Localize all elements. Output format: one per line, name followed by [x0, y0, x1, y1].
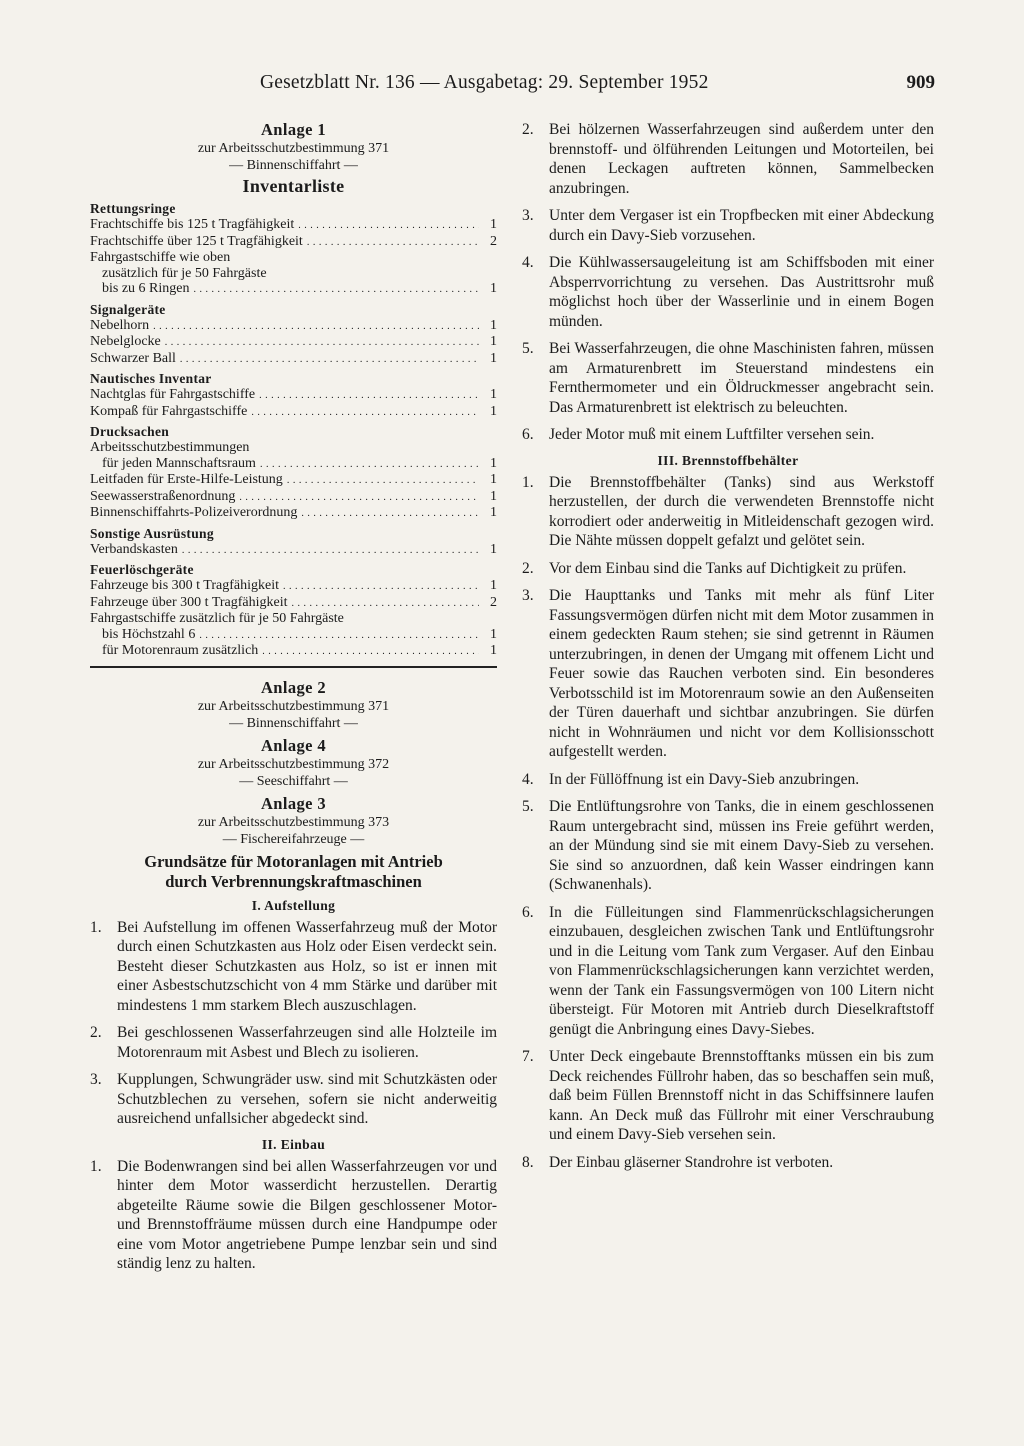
page-header [90, 72, 935, 98]
anlage4-line2: — Seeschiffahrt — [239, 773, 348, 789]
inventory-item: Nebelhorn [90, 317, 150, 333]
anlage1-line2: — Binnenschiffahrt — [229, 158, 358, 173]
list-item [522, 1047, 934, 1145]
inventory-qty: 1 [490, 455, 497, 471]
list-item [522, 253, 934, 331]
anlage3-block [90, 794, 497, 892]
inventory-item: Binnenschiffahrts-Polizeiverordnung [90, 505, 298, 520]
anlage2-line1: zur Arbeitsschutzbestimmung 371 [197, 698, 390, 714]
inventory-item: Fahrzeuge bis 300 t Tragfähigkeit [90, 578, 279, 593]
item-number: 4. [522, 254, 534, 271]
item-number: 5. [522, 798, 534, 815]
item-text: Jeder Motor muß mit einem Luftfilter versehen sein. [549, 426, 875, 443]
left-column [90, 120, 497, 1282]
inventory-item: Nachtglas für Fahrgastschiffe [90, 387, 256, 402]
item-number: 8. [522, 1153, 534, 1171]
inventory-qty: 1 [490, 387, 497, 402]
section-title: III. Brennstoffbehälter [657, 452, 799, 468]
anlage2-block [90, 678, 497, 732]
item-text: In der Füllöffnung ist ein Davy-Sieb anzubringen. [549, 770, 860, 788]
item-number: 6. [522, 903, 534, 921]
inventory-qty: 1 [490, 217, 497, 232]
list-item [522, 770, 934, 790]
anlage3-line2: — Fischereifahrzeuge — [222, 831, 365, 847]
list-item [90, 1157, 497, 1274]
inventory-qty: 1 [490, 578, 497, 593]
inventory-qty: 1 [490, 350, 497, 366]
item-number: 3. [90, 1071, 102, 1088]
inventory-item: Frachtschiffe über 125 t Tragfähigkeit [90, 233, 303, 249]
list-item [522, 903, 934, 1040]
anlage4-line1: zur Arbeitsschutzbestimmung 372 [197, 756, 390, 772]
item-text: Die Kühlwassersaugeleitung ist am Schiffsboden mit einer Absperrvorrichtung zu versehen. Das Austrittsrohr muß möglichst hoch über der Wasserlinie und in einem Bogen münden. [549, 254, 934, 330]
inventory-item: für jeden Mannschaftsraum [102, 455, 256, 471]
gazette-title: Gesetzblatt Nr. 136 — Ausgabetag: 29. September 1952 [260, 72, 709, 93]
inventory-qty: 1 [490, 626, 497, 642]
anlage1-title: Anlage 1 [260, 120, 327, 139]
item-text: Der Einbau gläserner Standrohre ist verboten. [549, 1153, 834, 1171]
inventory-item: Kompaß für Fahrgastschiffe [90, 403, 248, 419]
inventory-row [90, 611, 497, 627]
inventory-qty: 1 [490, 281, 497, 296]
section-divider [90, 666, 497, 668]
inventory-row [90, 595, 497, 612]
list-item [522, 559, 934, 579]
category-title: Signalgeräte [90, 301, 166, 317]
inventory-row [90, 542, 497, 559]
item-number: 2. [90, 1024, 102, 1041]
item-text: Die Haupttanks und Tanks mit mehr als fünf Liter Fassungsvermögen dürfen nicht mit dem Motor zusammen in einem gedeckten Raum stehen; sie sind getrennt in Räumen unterzubringen, in denen der Umgang mit offenem Licht und Feuer sowie das Rauchen verboten sind. Ein besonderes Verbotsschild ist im Motorenraum sowie an den Außenseiten der Türen dauerhaft und sichtbar anzubringen. Sie dürfen nicht in Wohnräumen und nicht vor dem Kollisionsschott aufgestellt werden. [549, 587, 934, 760]
list-item [522, 206, 934, 245]
category-title: Rettungsringe [90, 201, 176, 216]
inventory-item: bis Höchstzahl 6 [102, 626, 196, 642]
motor-heading-line2: durch Verbrennungskraftmaschinen [165, 871, 422, 891]
inventory-item: Seewasserstraßenordnung [90, 488, 236, 504]
item-text: Bei Wasserfahrzeugen, die ohne Maschinisten fahren, müssen am Armaturenbrett im Steuerstand mindestens ein Fernthermometer und ein Öldruckmesser angebracht sein. Das Armaturenbrett ist elektrisch zu beleuchten. [549, 340, 934, 416]
inventory-qty: 1 [490, 643, 497, 658]
inventory-item: Arbeitsschutzbestimmungen [90, 440, 250, 455]
list-item [90, 1023, 497, 1062]
inventory-row [90, 456, 497, 473]
inventory-item: Fahrgastschiffe wie oben [90, 250, 231, 265]
item-number: 1. [522, 473, 534, 491]
inventory-row [90, 334, 497, 351]
anlage4-block [90, 736, 497, 790]
inventory-row [90, 351, 497, 368]
page-number: 909 [906, 72, 935, 93]
inventory-qty: 1 [490, 334, 497, 349]
category-title: Sonstige Ausrüstung [90, 525, 214, 541]
inventory-item: Schwarzer Ball [90, 350, 176, 366]
inventory-qty: 1 [490, 488, 497, 504]
anlage1-block [90, 120, 497, 197]
inventory-item: Nebelglocke [90, 334, 161, 349]
anlage2-title: Anlage 2 [260, 677, 327, 697]
category-title: Nautisches Inventar [90, 371, 212, 386]
inventory-item: bis zu 6 Ringen [102, 281, 190, 296]
inventory-row [90, 643, 497, 660]
section-title: II. Einbau [261, 1136, 326, 1152]
item-text: Kupplungen, Schwungräder usw. sind mit Schutzkästen oder Schutzblechen zu versehen, sofern sie nicht anderweitig ausreichend unfallsicher abgedeckt sind. [117, 1071, 497, 1127]
anlage2-line2: — Binnenschiffahrt — [229, 715, 358, 731]
item-number: 3. [522, 207, 534, 224]
list-item [522, 586, 934, 762]
inventory-item: Fahrgastschiffe zusätzlich für je 50 Fahrgäste [90, 611, 344, 626]
item-number: 2. [522, 559, 534, 577]
anlage4-title: Anlage 4 [260, 735, 327, 755]
inventory-qty: 1 [490, 541, 497, 557]
item-text: Bei Aufstellung im offenen Wasserfahrzeug muß der Motor durch einen Schutzkasten aus Holz oder Eisen verdeckt sein. Besteht dieser Schutzkasten aus Holz, so ist er innen mit einer Asbestschutzschicht von 4 mm Stärke und darüber mit mindestens 1 mm starkem Blech auszuschlagen. [117, 918, 497, 1014]
inventory-row [90, 404, 497, 421]
item-text: Unter Deck eingebaute Brennstofftanks müssen ein bis zum Deck reichendes Füllrohr haben, das so beschaffen sein muß, daß beim Füllen Brennstoff nicht in das Schiffsinnere laufen kann. An Deck muß das Füllrohr mit einer Verschraubung und einem Davy-Sieb versehen sein. [549, 1048, 934, 1143]
inventory-heading: Inventarliste [242, 176, 345, 196]
item-number: 4. [522, 770, 534, 788]
list-item [522, 339, 934, 417]
list-item [522, 1153, 934, 1173]
item-number: 5. [522, 340, 534, 357]
category-title: Feuerlöschgeräte [90, 562, 194, 577]
anlage1-line1: zur Arbeitsschutzbestimmung 371 [197, 141, 390, 156]
inventory-qty: 1 [490, 505, 497, 520]
inventory-row [90, 472, 497, 489]
inventory-qty: 1 [490, 472, 497, 487]
item-text: In die Fülleitungen sind Flammenrückschlagsicherungen einzubauen, desgleichen zwischen Tank und Entlüftungsrohr und in die Leitung vom Tank zum Vergaser. Auf den Einbau von Flammenrückschlagsicherungen kann verzichtet werden, wenn der Tank ein Fassungsvermögen von 100 Litern nicht übersteigt. Für Motoren mit Antrieb durch Dieselkraftstoff genügt die Anbringung eines Davy-Siebes. [549, 903, 934, 1038]
list-item [90, 918, 497, 1016]
list-item [522, 120, 934, 198]
inventory-item: Fahrzeuge über 300 t Tragfähigkeit [90, 594, 288, 610]
inventory-item: Verbandskasten [90, 541, 178, 557]
inventory-row [90, 234, 497, 251]
item-text: Bei hölzernen Wasserfahrzeugen sind außerdem unter den brennstoff- und ölführenden Leitungen und Motorteilen, bei denen Leckagen auftreten können, Sammelbecken anzubringen. [549, 121, 934, 197]
anlage3-title: Anlage 3 [260, 793, 327, 813]
item-number: 1. [90, 918, 102, 936]
inventory-row [90, 627, 497, 644]
motor-heading-line1: Grundsätze für Motoranlagen mit Antrieb [144, 851, 443, 871]
list-item [522, 425, 934, 445]
inventory-qty: 2 [490, 594, 497, 610]
inventory-row [90, 440, 497, 456]
list-item [90, 1070, 497, 1129]
list-item [522, 797, 934, 895]
item-number: 2. [522, 121, 534, 138]
item-number: 7. [522, 1048, 534, 1065]
item-text: Unter dem Vergaser ist ein Tropfbecken mit einer Abdeckung durch ein Davy-Sieb vorzusehen. [549, 207, 934, 244]
item-text: Die Bodenwrangen sind bei allen Wasserfahrzeugen vor und hinter dem Motor wasserdicht herzustellen. Derartig abgeteilte Räume sowie die Bilgen geschlossener Motor- und Brennstoffräume müssen durch eine Handpumpe oder eine vom Motor angetriebene Pumpe lenzbar sein und sind ständig lenz zu halten. [117, 1157, 497, 1272]
inventory-row [90, 505, 497, 522]
item-text: Bei geschlossenen Wasserfahrzeugen sind alle Holzteile im Motorenraum mit Asbest und Blech zu isolieren. [117, 1024, 497, 1061]
right-column [522, 120, 934, 1180]
inventory-row [90, 250, 497, 266]
category-title: Drucksachen [90, 424, 170, 439]
inventory-row [90, 266, 497, 282]
item-text: Die Entlüftungsrohre von Tanks, die in einem geschlossenen Raum untergebracht sind, müssen ins Freie geführt werden, an der Mündung sind sie mit einem Davy-Sieb zu versehen. Sie sind so anzuordnen, daß kein Wasser eindringen kann (Schwanenhals). [549, 798, 934, 893]
item-number: 3. [522, 587, 534, 604]
inventory-row [90, 387, 497, 404]
inventory-row [90, 578, 497, 595]
inventory-qty: 2 [490, 233, 497, 249]
item-number: 1. [90, 1157, 102, 1175]
item-number: 6. [522, 426, 534, 443]
inventory-item: zusätzlich für je 50 Fahrgäste [102, 265, 267, 281]
inventory-item: für Motorenraum zusätzlich [102, 643, 259, 658]
inventory-item: Leitfaden für Erste-Hilfe-Leistung [90, 472, 283, 487]
item-text: Vor dem Einbau sind die Tanks auf Dichtigkeit zu prüfen. [549, 559, 907, 577]
section-title: I. Aufstellung [251, 897, 336, 913]
inventory-row [90, 318, 497, 335]
item-text: Die Brennstoffbehälter (Tanks) sind aus Werkstoff herzustellen, der durch die verwendeten Brennstoffe nicht korrodiert oder anderweitig in Mitleidenschaft gezogen wird. Die Nähte müssen doppelt gefalzt und gelötet sein. [549, 473, 934, 549]
inventory-row [90, 217, 497, 234]
inventory-row [90, 489, 497, 506]
inventory-item: Frachtschiffe bis 125 t Tragfähigkeit [90, 217, 295, 232]
inventory-row [90, 281, 497, 298]
inventory-qty: 1 [490, 317, 497, 333]
list-item [522, 473, 934, 551]
inventory-qty: 1 [490, 403, 497, 419]
anlage3-line1: zur Arbeitsschutzbestimmung 373 [197, 814, 390, 830]
